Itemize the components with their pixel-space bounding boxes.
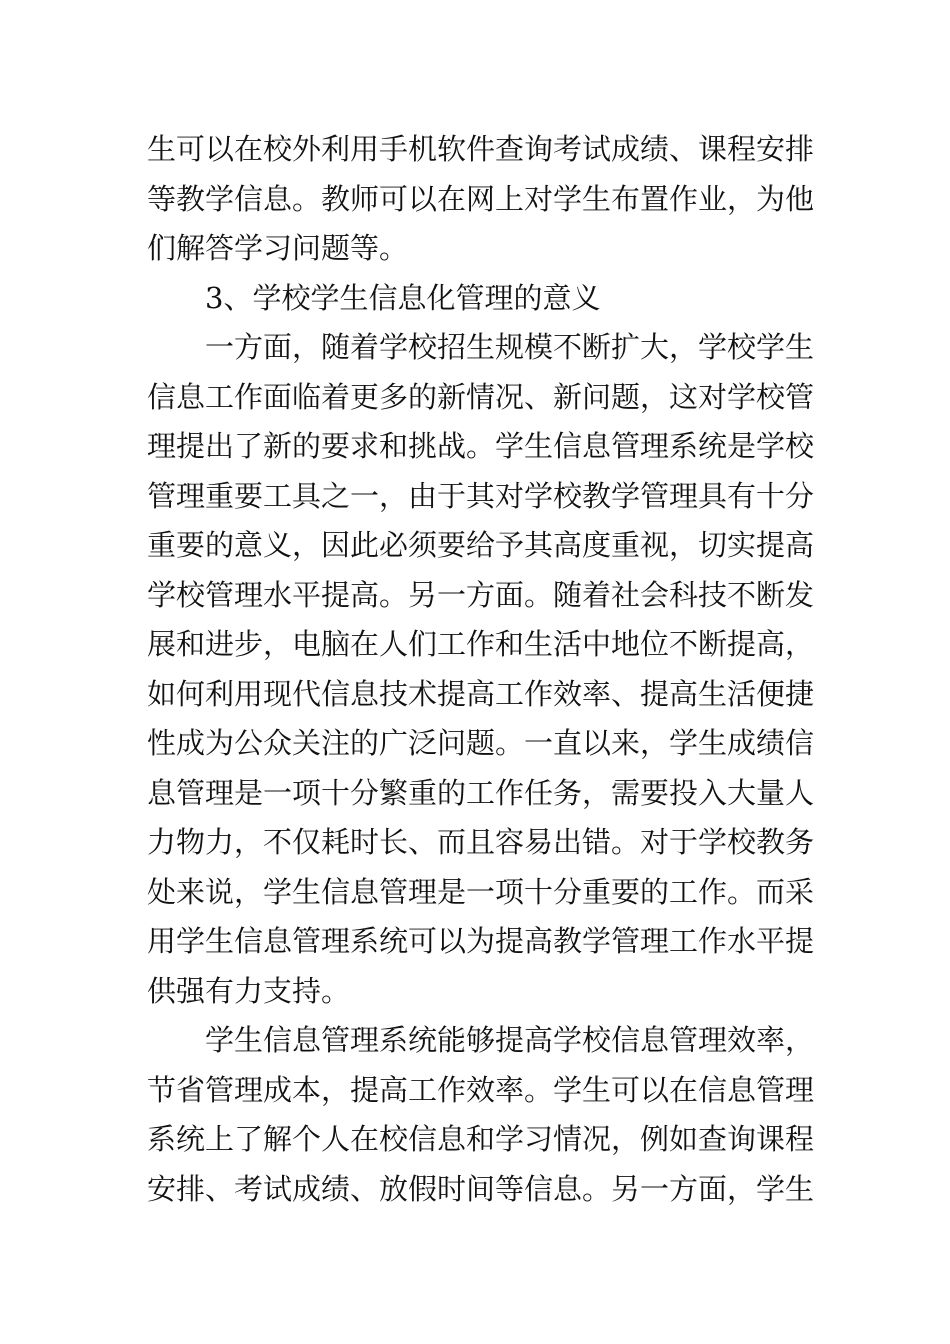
text-line: 力物力，不仅耗时长、而且容易出错。对于学校教务 <box>147 825 815 859</box>
text-line: 节省管理成本，提高工作效率。学生可以在信息管理 <box>147 1072 815 1107</box>
text-line: 供强有力支持。 <box>147 973 351 1008</box>
text-line: 信息工作面临着更多的新情况、新问题，这对学校管 <box>147 379 815 414</box>
text-line: 系统上了解个人在校信息和学习情况，例如查询课程 <box>147 1122 815 1156</box>
text-line: 生可以在校外利用手机软件查询考试成绩、课程安排 <box>147 132 815 166</box>
text-line: 等教学信息。教师可以在网上对学生布置作业，为他 <box>147 181 815 216</box>
text-line: 处来说，学生信息管理是一项十分重要的工作。而采 <box>147 874 815 909</box>
text-line: 安排、考试成绩、放假时间等信息。另一方面，学生 <box>147 1171 815 1206</box>
text-line: 管理重要工具之一，由于其对学校教学管理具有十分 <box>147 478 815 513</box>
paragraph-first-line: 一方面，随着学校招生规模不断扩大，学校学生 <box>205 330 815 364</box>
text-line: 如何利用现代信息技术提高工作效率、提高生活便捷 <box>147 676 815 711</box>
text-line: 展和进步，电脑在人们工作和生活中地位不断提高， <box>147 627 815 661</box>
paragraph-first-line: 学生信息管理系统能够提高学校信息管理效率， <box>205 1023 815 1057</box>
section-heading: 3、学校学生信息化管理的意义 <box>205 280 601 315</box>
document-body <box>147 125 815 1214</box>
text-line: 们解答学习问题等。 <box>147 231 409 265</box>
text-line: 性成为公众关注的广泛问题。一直以来，学生成绩信 <box>147 726 815 760</box>
text-line: 理提出了新的要求和挑战。学生信息管理系统是学校 <box>147 429 815 463</box>
text-line: 学校管理水平提高。另一方面。随着社会科技不断发 <box>147 577 815 612</box>
text-line: 重要的意义，因此必须要给予其高度重视，切实提高 <box>147 528 815 562</box>
text-line: 用学生信息管理系统可以为提高教学管理工作水平提 <box>147 924 815 958</box>
text-line: 息管理是一项十分繁重的工作任务，需要投入大量人 <box>147 775 815 810</box>
